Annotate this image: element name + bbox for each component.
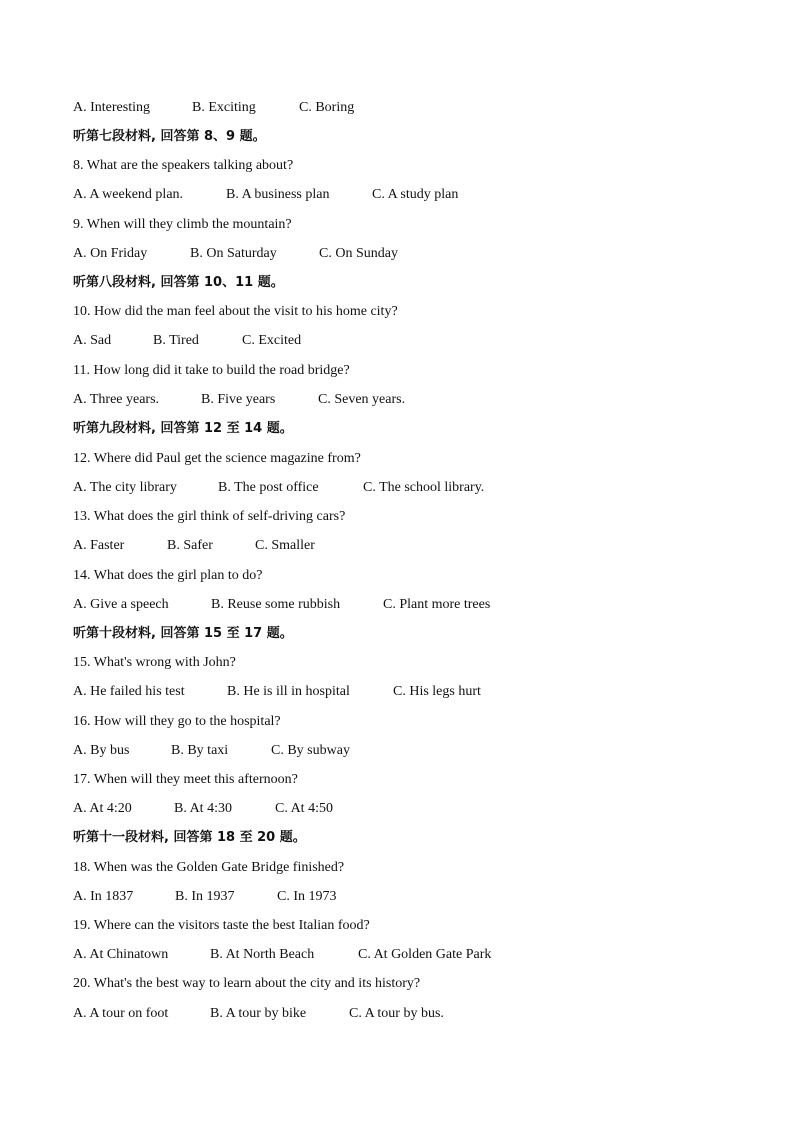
question-text: 20. What's the best way to learn about the city and its history? [73,976,421,991]
options-row [73,800,333,818]
option-a: A. Faster [73,538,125,553]
options-row [73,683,481,701]
option-c: C. His legs hurt [393,684,481,699]
options-row [73,596,490,614]
option-a: A. Give a speech [73,597,169,612]
option-a: A. The city library [73,480,177,495]
option-b: B. A business plan [226,187,330,202]
section-heading: 听第八段材料, 回答第 10、11 题。 [73,275,284,290]
section-heading: 听第九段材料, 回答第 12 至 14 题。 [73,421,293,436]
question-text: 14. What does the girl plan to do? [73,568,263,583]
question-text: 10. How did the man feel about the visit to his home city? [73,304,398,319]
option-b: B. The post office [218,480,319,495]
options-row [73,742,350,760]
question-text: 12. Where did Paul get the science magazine from? [73,451,361,466]
option-a: A. Sad [73,333,112,348]
question-text: 17. When will they meet this afternoon? [73,772,298,787]
option-c: C. In 1973 [277,889,337,904]
option-b: B. Five years [201,392,276,407]
question-text: 13. What does the girl think of self-driving cars? [73,509,346,524]
option-a: A. At Chinatown [73,947,169,962]
question-text: 8. What are the speakers talking about? [73,158,294,173]
options-row [73,1005,444,1023]
option-a: A. He failed his test [73,684,185,699]
option-c: C. Smaller [255,538,315,553]
option-c: C. At 4:50 [275,801,333,816]
options-row [73,245,398,263]
option-b: B. In 1937 [175,889,235,904]
options-row [73,479,484,497]
options-row [73,186,458,204]
question-text: 15. What's wrong with John? [73,655,236,670]
option-c: C. On Sunday [319,246,398,261]
options-row [73,537,315,555]
question-text: 16. How will they go to the hospital? [73,714,281,729]
option-a: A. By bus [73,743,130,758]
question-text: 9. When will they climb the mountain? [73,217,292,232]
options-row [73,946,491,964]
option-c: C. At Golden Gate Park [358,947,492,962]
options-row [73,391,405,409]
option-a: A. A tour on foot [73,1006,169,1021]
option-c: C. The school library. [363,480,485,495]
option-b: B. Reuse some rubbish [211,597,341,612]
option-c: C. Boring [299,100,355,115]
section-heading: 听第七段材料, 回答第 8、9 题。 [73,129,266,144]
option-b: B. He is ill in hospital [227,684,350,699]
question-text: 19. Where can the visitors taste the best Italian food? [73,918,370,933]
option-b: B. A tour by bike [210,1006,307,1021]
option-a: A. Three years. [73,392,160,407]
question-text: 11. How long did it take to build the road bridge? [73,363,350,378]
option-c: C. Seven years. [318,392,406,407]
option-b: B. Tired [153,333,199,348]
section-heading: 听第十段材料, 回答第 15 至 17 题。 [73,626,293,641]
options-row [73,99,354,117]
options-row [73,332,301,350]
option-b: B. Safer [167,538,213,553]
option-a: A. On Friday [73,246,148,261]
option-b: B. By taxi [171,743,229,758]
option-a: A. At 4:20 [73,801,132,816]
option-b: B. At North Beach [210,947,315,962]
question-text: 18. When was the Golden Gate Bridge finished? [73,860,345,875]
options-row [73,888,337,906]
option-b: B. At 4:30 [174,801,232,816]
option-b: B. Exciting [192,100,256,115]
option-a: A. Interesting [73,100,150,115]
option-a: A. In 1837 [73,889,134,904]
option-c: C. A tour by bus. [349,1006,444,1021]
option-c: C. Excited [242,333,302,348]
option-a: A. A weekend plan. [73,187,184,202]
option-c: C. By subway [271,743,350,758]
option-c: C. A study plan [372,187,459,202]
section-heading: 听第十一段材料, 回答第 18 至 20 题。 [73,830,306,845]
option-b: B. On Saturday [190,246,277,261]
option-c: C. Plant more trees [383,597,491,612]
